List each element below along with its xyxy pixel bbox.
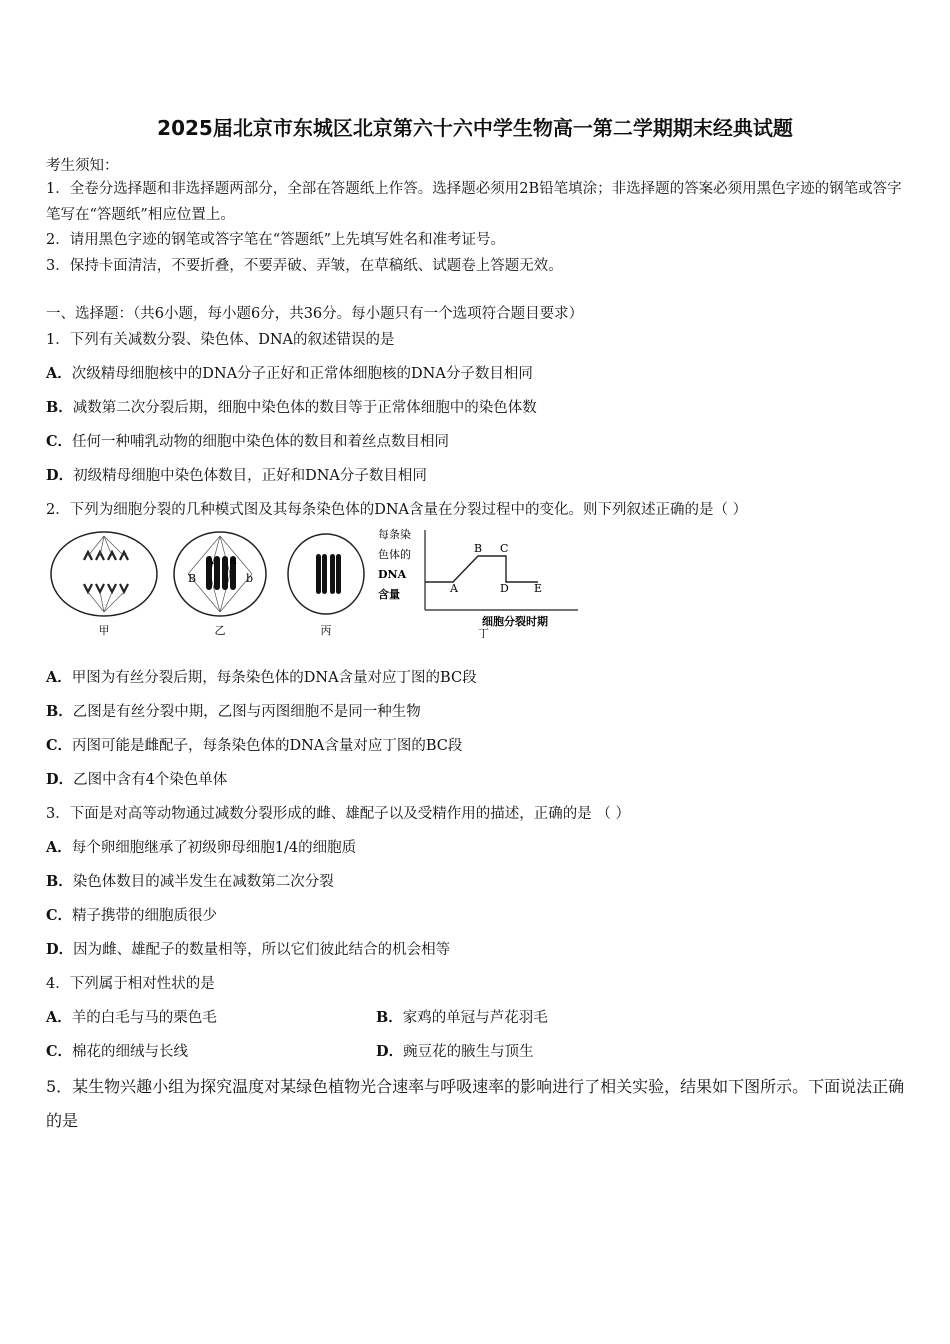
section-heading: 一、选择题：（共6小题，每小题6分，共36分。每小题只有一个选项符合题目要求）	[46, 306, 584, 322]
option-label: D．	[46, 771, 74, 788]
option-label: A．	[46, 669, 72, 686]
question-3-option-b	[46, 870, 334, 891]
option-text: 因为雌、雄配子的数量相等，所以它们彼此结合的机会相等	[73, 942, 451, 958]
notice-item-3: 3．保持卡面清洁，不要折叠，不要弄破、弄皱，在草稿纸、试题卷上答题无效。	[46, 258, 563, 274]
graph-ylabel-2: 色体的	[378, 548, 411, 561]
graph-ylabel-1: 每条染	[378, 528, 411, 541]
notice-item-1: 1．全卷分选择题和非选择题两部分，全部在答题纸上作答。选择题必须用2B铅笔填涂；非选择题的答案必须用黑色字迹的钢笔或答字笔写在“答题纸”相应位置上。	[46, 181, 902, 223]
question-5-stem: 5．某生物兴趣小组为探究温度对某绿色植物光合速率与呼吸速率的影响进行了相关实验，结果如下图所示。下面说法正确的是	[46, 1077, 905, 1130]
notice-heading: 考生须知：	[46, 158, 119, 174]
graph-xlabel: 细胞分裂时期	[482, 615, 548, 628]
question-2-option-b	[46, 700, 421, 721]
question-3-option-d	[46, 938, 450, 959]
option-label: B．	[376, 1009, 403, 1026]
option-text: 精子携带的细胞质很少	[72, 908, 218, 924]
question-3-option-c	[46, 904, 217, 925]
question-1-option-a	[46, 362, 533, 383]
option-text: 羊的白毛与马的栗色毛	[71, 1010, 217, 1026]
question-2-option-d	[46, 768, 227, 789]
option-label: D．	[376, 1043, 404, 1060]
point-E: E	[534, 582, 543, 595]
point-A: A	[450, 582, 458, 595]
point-B: B	[474, 542, 483, 555]
question-3-stem: 3．下面是对高等动物通过减数分裂形成的雌、雄配子以及受精作用的描述，正确的是 （ ）	[46, 806, 630, 822]
option-label: D．	[46, 941, 74, 958]
question-4-option-b	[376, 1006, 548, 1027]
option-text: 豌豆花的腋生与顶生	[403, 1044, 534, 1060]
letter-B: B	[188, 572, 197, 585]
question-4-option-a	[46, 1006, 217, 1027]
cell-yi	[174, 532, 266, 637]
question-1-option-b	[46, 396, 537, 417]
option-label: D．	[46, 467, 74, 484]
option-text: 乙图是有丝分裂中期，乙图与丙图细胞不是同一种生物	[72, 704, 421, 720]
cell-bing	[288, 534, 364, 637]
graph-ylabel-3: DNA	[378, 568, 407, 581]
question-1-option-d	[46, 464, 427, 485]
option-text: 家鸡的单冠与芦花羽毛	[402, 1010, 548, 1026]
label-jia: 甲	[98, 624, 110, 637]
question-2-option-c	[46, 734, 462, 755]
point-C: C	[500, 542, 509, 555]
option-label: B．	[46, 399, 73, 416]
question-2-option-a	[46, 666, 477, 687]
option-text: 次级精母细胞核中的DNA分子正好和正常体细胞核的DNA分子数目相同	[71, 366, 533, 382]
cell-division-figure	[48, 526, 588, 638]
question-1-stem: 1．下列有关减数分裂、染色体、DNA的叙述错误的是	[46, 332, 395, 348]
option-label: C．	[46, 737, 73, 754]
option-label: A．	[46, 365, 72, 382]
question-4-option-d	[376, 1040, 534, 1061]
option-label: B．	[46, 873, 73, 890]
option-text: 丙图可能是雌配子，每条染色体的DNA含量对应丁图的BC段	[72, 738, 463, 754]
option-text: 每个卵细胞继承了初级卵母细胞1/4的细胞质	[71, 840, 357, 856]
label-yi: 乙	[214, 624, 226, 637]
question-1-option-c	[46, 430, 449, 451]
notice-item-2: 2．请用黑色字迹的钢笔或答字笔在“答题纸”上先填写姓名和准考证号。	[46, 232, 506, 248]
question-2-stem: 2．下列为细胞分裂的几种模式图及其每条染色体的DNA含量在分裂过程中的变化。则下列叙述正确的是（ ）	[46, 502, 748, 518]
letter-A: A	[206, 554, 214, 567]
label-ding: 丁	[478, 627, 489, 638]
option-text: 甲图为有丝分裂后期，每条染色体的DNA含量对应丁图的BC段	[71, 670, 477, 686]
page-title: 2025届北京市东城区北京第六十六中学生物高一第二学期期末经典试题	[157, 116, 793, 140]
letter-b: b	[246, 572, 254, 585]
question-3-option-a	[46, 836, 356, 857]
option-label: C．	[46, 907, 73, 924]
dna-content-graph	[378, 527, 578, 638]
label-bing: 丙	[320, 624, 332, 637]
option-label: C．	[46, 1043, 73, 1060]
point-D: D	[500, 582, 509, 595]
question-4-option-c	[46, 1040, 188, 1061]
option-text: 染色体数目的减半发生在减数第二次分裂	[72, 874, 334, 890]
option-text: 乙图中含有4个染色单体	[73, 772, 228, 788]
option-label: B．	[46, 703, 73, 720]
cell-jia	[51, 532, 157, 637]
option-label: C．	[46, 433, 73, 450]
option-text: 棉花的细绒与长线	[72, 1044, 189, 1060]
option-text: 初级精母细胞中染色体数目，正好和DNA分子数目相同	[73, 468, 427, 484]
option-text: 减数第二次分裂后期，细胞中染色体的数目等于正常体细胞中的染色体数	[72, 400, 537, 416]
option-text: 任何一种哺乳动物的细胞中染色体的数目和着丝点数目相同	[72, 434, 450, 450]
letter-a: a	[230, 554, 237, 567]
graph-ylabel-4: 含量	[378, 588, 400, 601]
question-4-stem: 4．下列属于相对性状的是	[46, 976, 215, 992]
option-label: A．	[46, 1009, 72, 1026]
option-label: A．	[46, 839, 72, 856]
